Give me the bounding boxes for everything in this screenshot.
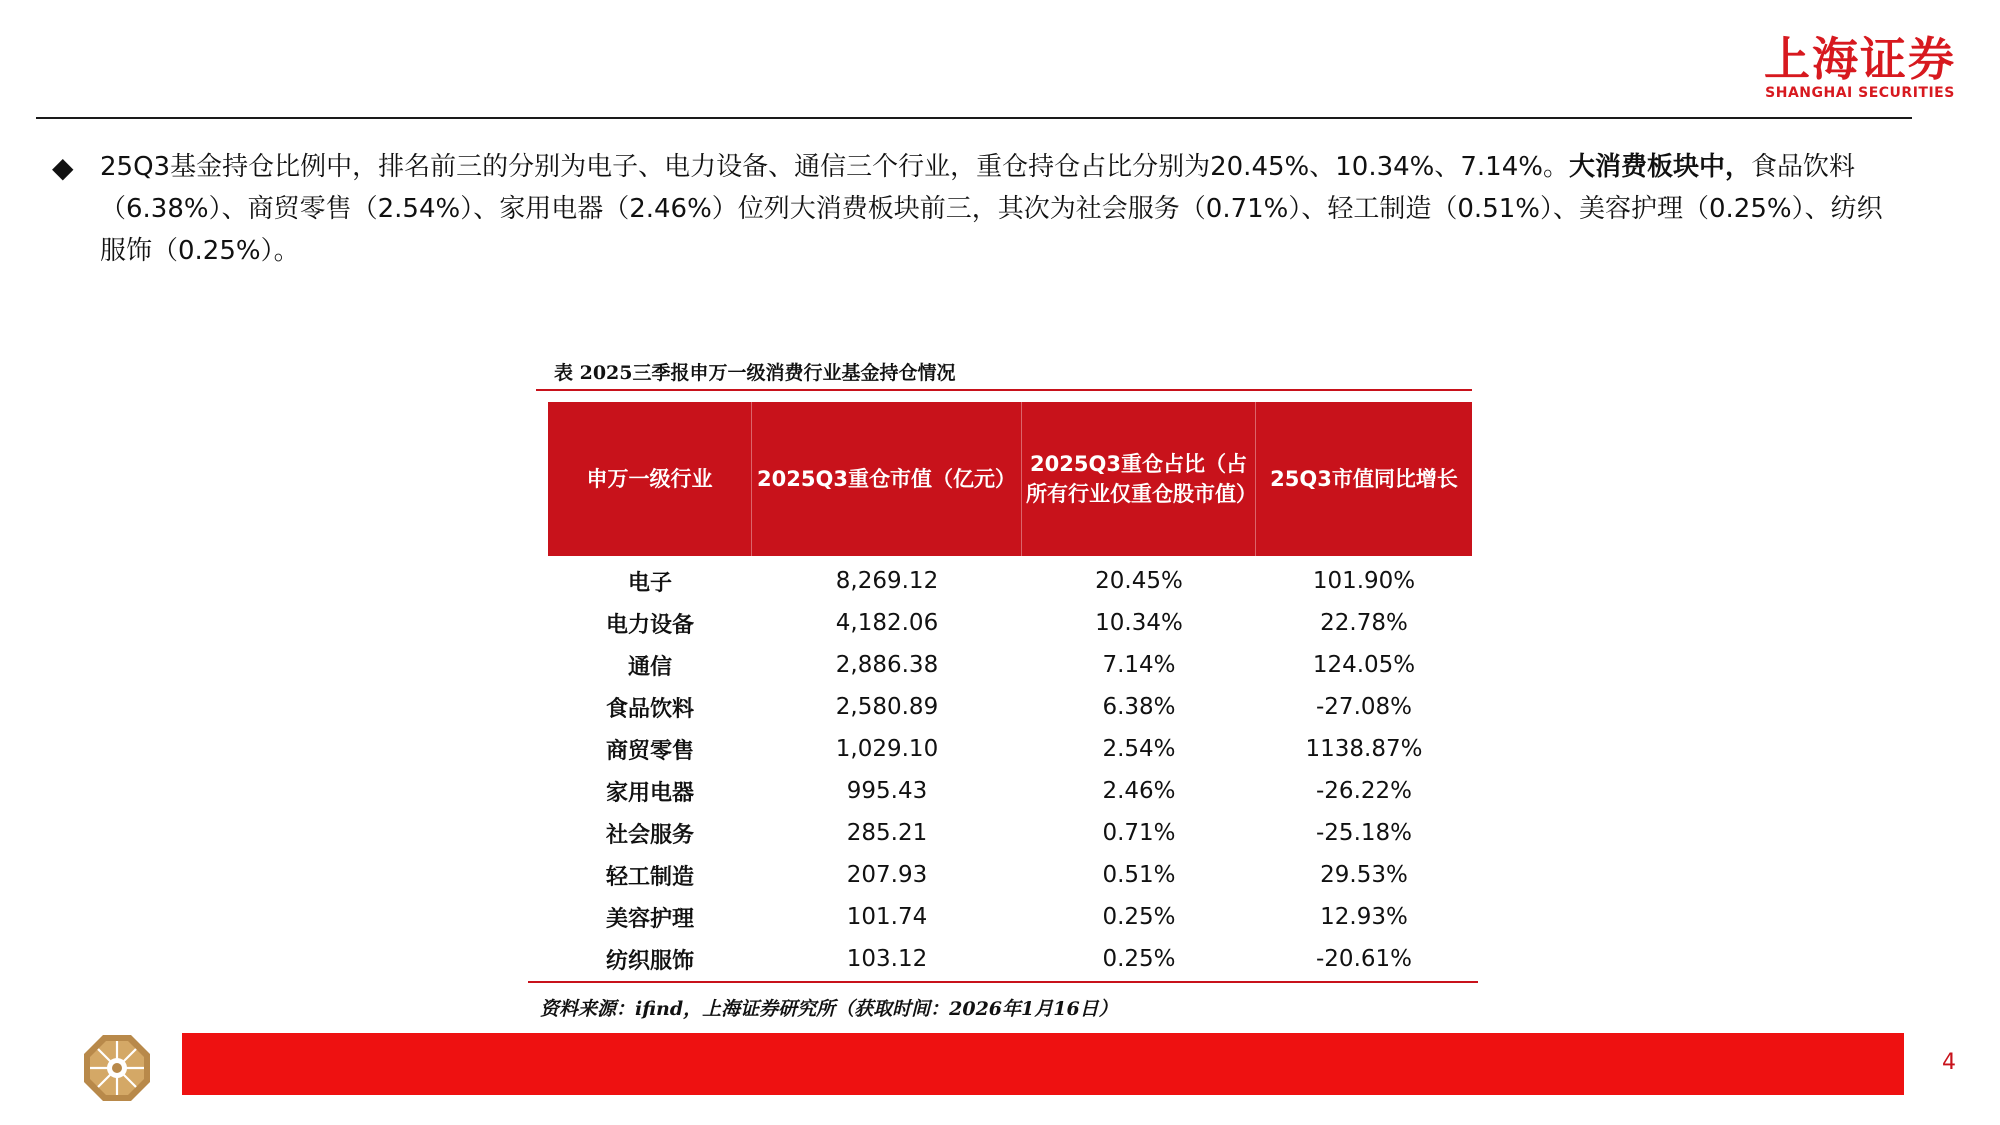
cell-industry: 电力设备 (605, 611, 694, 638)
cell-yoy-growth: 12.93% (1320, 904, 1408, 930)
summary-part-2: 食品饮料（6.38%）、商贸零售（2.54%）、家用电器（2.46%）位列大消费板块前三，其次为社会服务（0.71%）、轻工制造（0.51%）、美容护理（0.25%）、纺织服饰（0.25%）。 (100, 152, 1883, 266)
cell-share: 10.34% (1095, 610, 1183, 636)
cell-market-value: 995.43 (846, 778, 928, 804)
cell-yoy-growth: -26.22% (1316, 778, 1412, 804)
cell-share: 0.25% (1102, 904, 1176, 930)
cell-yoy-growth: 101.90% (1312, 568, 1416, 594)
octagon-emblem-icon (82, 1033, 152, 1103)
cell-market-value: 207.93 (846, 862, 928, 888)
cell-share: 7.14% (1102, 652, 1176, 678)
cell-industry: 美容护理 (605, 905, 694, 932)
cell-yoy-growth: -20.61% (1316, 946, 1412, 972)
header-yoy-growth: 25Q3市值同比增长 (1270, 467, 1458, 491)
cell-share: 6.38% (1102, 694, 1176, 720)
cell-yoy-growth: -25.18% (1316, 820, 1412, 846)
table-row (548, 644, 1472, 686)
footer-red-bar (182, 1033, 1904, 1095)
cell-market-value: 1,029.10 (835, 736, 939, 762)
cell-market-value: 285.21 (846, 820, 928, 846)
header-industry: 申万一级行业 (548, 402, 752, 556)
cell-industry: 商贸零售 (605, 737, 694, 764)
cell-market-value: 101.74 (846, 904, 928, 930)
summary-bullet (52, 146, 1892, 272)
table-row (548, 938, 1472, 980)
cell-share: 0.51% (1102, 862, 1176, 888)
cell-share: 0.25% (1102, 946, 1176, 972)
cell-share: 0.71% (1102, 820, 1176, 846)
table-title-divider (536, 389, 1472, 391)
cell-market-value: 2,580.89 (835, 694, 939, 720)
table-title: 表 2025三季报申万一级消费行业基金持仓情况 (554, 362, 956, 384)
cell-industry: 社会服务 (605, 821, 694, 848)
cell-industry: 电子 (627, 569, 672, 596)
data-source-note: 资料来源：ifind，上海证券研究所（获取时间：2026年1月16日） (540, 998, 1118, 1020)
diamond-bullet-icon: ◆ (52, 151, 74, 184)
table-row (548, 812, 1472, 854)
table-row (548, 728, 1472, 770)
company-logo (1760, 34, 1960, 102)
cell-market-value: 4,182.06 (835, 610, 939, 636)
table-row (548, 854, 1472, 896)
cell-yoy-growth: 124.05% (1312, 652, 1416, 678)
cell-yoy-growth: -27.08% (1316, 694, 1412, 720)
page-number: 4 (1942, 1050, 1956, 1075)
cell-market-value: 8,269.12 (835, 568, 939, 594)
summary-part-1: 25Q3基金持仓比例中，排名前三的分别为电子、电力设备、通信三个行业，重仓持仓占比分别为20.45%、10.34%、7.14%。 (100, 152, 1569, 182)
holdings-table (548, 402, 1472, 980)
table-row (548, 560, 1472, 602)
header-share: 2025Q3重仓占比（占所有行业仅重仓股市值） (1022, 402, 1256, 556)
cell-share: 2.54% (1102, 736, 1176, 762)
header-market-value: 2025Q3重仓市值（亿元） (752, 402, 1022, 556)
cell-yoy-growth: 22.78% (1320, 610, 1408, 636)
cell-market-value: 103.12 (846, 946, 928, 972)
summary-bold: 大消费板块中， (1568, 152, 1751, 182)
table-body (548, 560, 1472, 980)
cell-industry: 轻工制造 (605, 863, 694, 890)
cell-yoy-growth: 1138.87% (1305, 736, 1423, 762)
table-header-row (548, 402, 1472, 556)
table-row (548, 896, 1472, 938)
table-row (548, 686, 1472, 728)
cell-share: 2.46% (1102, 778, 1176, 804)
table-row (548, 770, 1472, 812)
cell-industry: 食品饮料 (605, 695, 694, 722)
cell-industry: 通信 (627, 653, 672, 680)
table-bottom-divider (528, 981, 1478, 983)
cell-industry: 家用电器 (605, 779, 694, 806)
logo-chinese: 上海证券 (1764, 32, 1956, 86)
cell-share: 20.45% (1095, 568, 1183, 594)
cell-market-value: 2,886.38 (835, 652, 939, 678)
summary-text (100, 146, 1892, 272)
logo-english: SHANGHAI SECURITIES (1765, 85, 1955, 101)
cell-industry: 纺织服饰 (605, 947, 694, 974)
header-divider (36, 117, 1912, 119)
cell-yoy-growth: 29.53% (1320, 862, 1408, 888)
table-row (548, 602, 1472, 644)
